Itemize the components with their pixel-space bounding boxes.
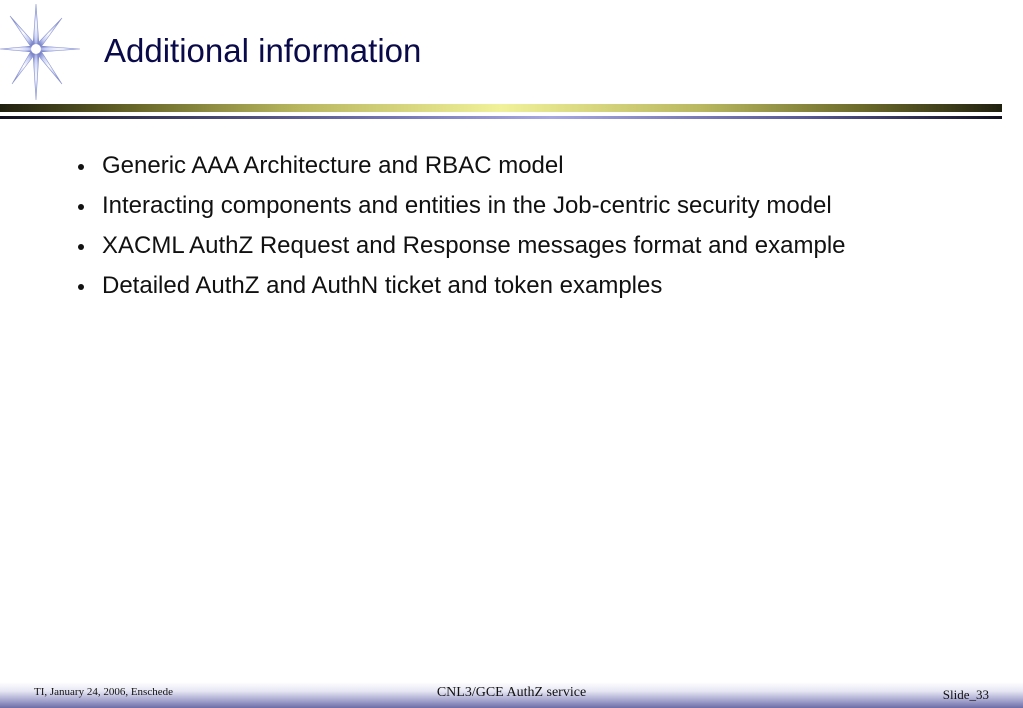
bullet-text: XACML AuthZ Request and Response messages format and example [102, 232, 846, 259]
bullet-item [72, 146, 1012, 186]
title-rule-gold [0, 104, 1002, 112]
bullet-item [72, 266, 1012, 306]
bullet-dot-icon [78, 244, 84, 250]
bullet-text: Generic AAA Architecture and RBAC model [102, 152, 564, 179]
title-rule-blue [0, 116, 1002, 119]
bullet-item [72, 226, 1012, 266]
slide-number: Slide_33 [942, 687, 989, 702]
bullet-text: Interacting components and entities in the Job-centric security model [102, 192, 832, 219]
star-burst-icon [0, 0, 86, 102]
footer-title: CNL3/GCE AuthZ service [436, 685, 587, 700]
slide-title: Additional information [104, 32, 422, 69]
bullet-text: Detailed AuthZ and AuthN ticket and token examples [102, 272, 663, 299]
footer-date-location: TI, January 24, 2006, Enschede [34, 686, 173, 698]
bullet-dot-icon [78, 164, 84, 170]
bullet-dot-icon [78, 204, 84, 210]
bullet-dot-icon [78, 284, 84, 290]
bullet-item [72, 186, 1012, 226]
slide-footer [0, 682, 1023, 708]
bullet-list [72, 146, 1012, 306]
